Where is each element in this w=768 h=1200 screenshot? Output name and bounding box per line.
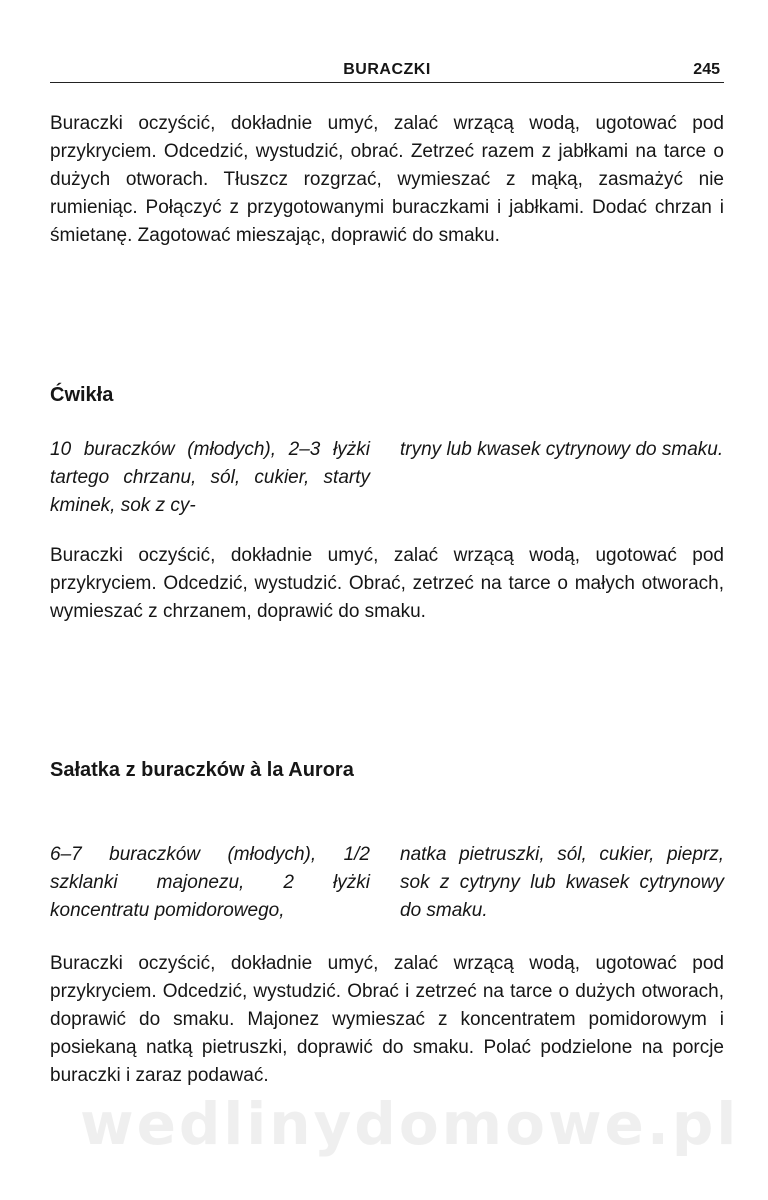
ingredients-left-salatka: 6–7 buraczków (młodych), 1/2 szklanki majonezu, 2 łyżki koncentratu pomidorowego,	[50, 844, 370, 921]
chapter-title: BURACZKI	[343, 61, 431, 78]
recipe-title-cwikla: Ćwikła	[50, 384, 114, 406]
intro-paragraph: Buraczki oczyścić, dokładnie umyć, zalać wrzącą wodą, ugotować pod przykryciem. Odcedzić, wystudzić, obrać. Zetrzeć razem z jabłkami na tarce o dużych otworach. Tłuszcz rozgrzać, wymieszać z mąką, zasmażyć nie rumieniąc. Połączyć z przygotowanymi buraczkami i jabłkami. Dodać chrzan i śmietanę. Zagotować mieszając, doprawić do smaku.	[50, 113, 724, 246]
ingredients-right-cwikla: tryny lub kwasek cytrynowy do smaku.	[400, 439, 724, 460]
ingredients-left-cwikla: 10 buraczków (młodych), 2–3 łyżki tartego chrzanu, sól, cukier, starty kminek, sok z cy-	[50, 439, 370, 516]
method-salatka: Buraczki oczyścić, dokładnie umyć, zalać wrzącą wodą, ugotować pod przykryciem. Odcedzić, wystudzić. Obrać i zetrzeć na tarce o dużych otworach, doprawić do smaku. Majonez wymieszać z koncentratem pomidorowym i posiekaną natką pietruszki, doprawić do smaku. Polać podzielone na porcje buraczki i zaraz podawać.	[50, 953, 724, 1086]
recipe-title-salatka: Sałatka z buraczków à la Aurora	[50, 759, 354, 781]
method-cwikla: Buraczki oczyścić, dokładnie umyć, zalać wrzącą wodą, ugotować pod przykryciem. Odcedzić, wystudzić. Obrać, zetrzeć na tarce o małych otworach, wymieszać z chrzanem, doprawić do smaku.	[50, 545, 724, 622]
running-header	[50, 58, 724, 83]
ingredients-right-salatka: natka pietruszki, sól, cukier, pieprz, sok z cytryny lub kwasek cytrynowy do smaku.	[400, 844, 724, 921]
page-number: 245	[693, 61, 720, 78]
watermark: wedlinydomowe.pl	[80, 1090, 740, 1158]
